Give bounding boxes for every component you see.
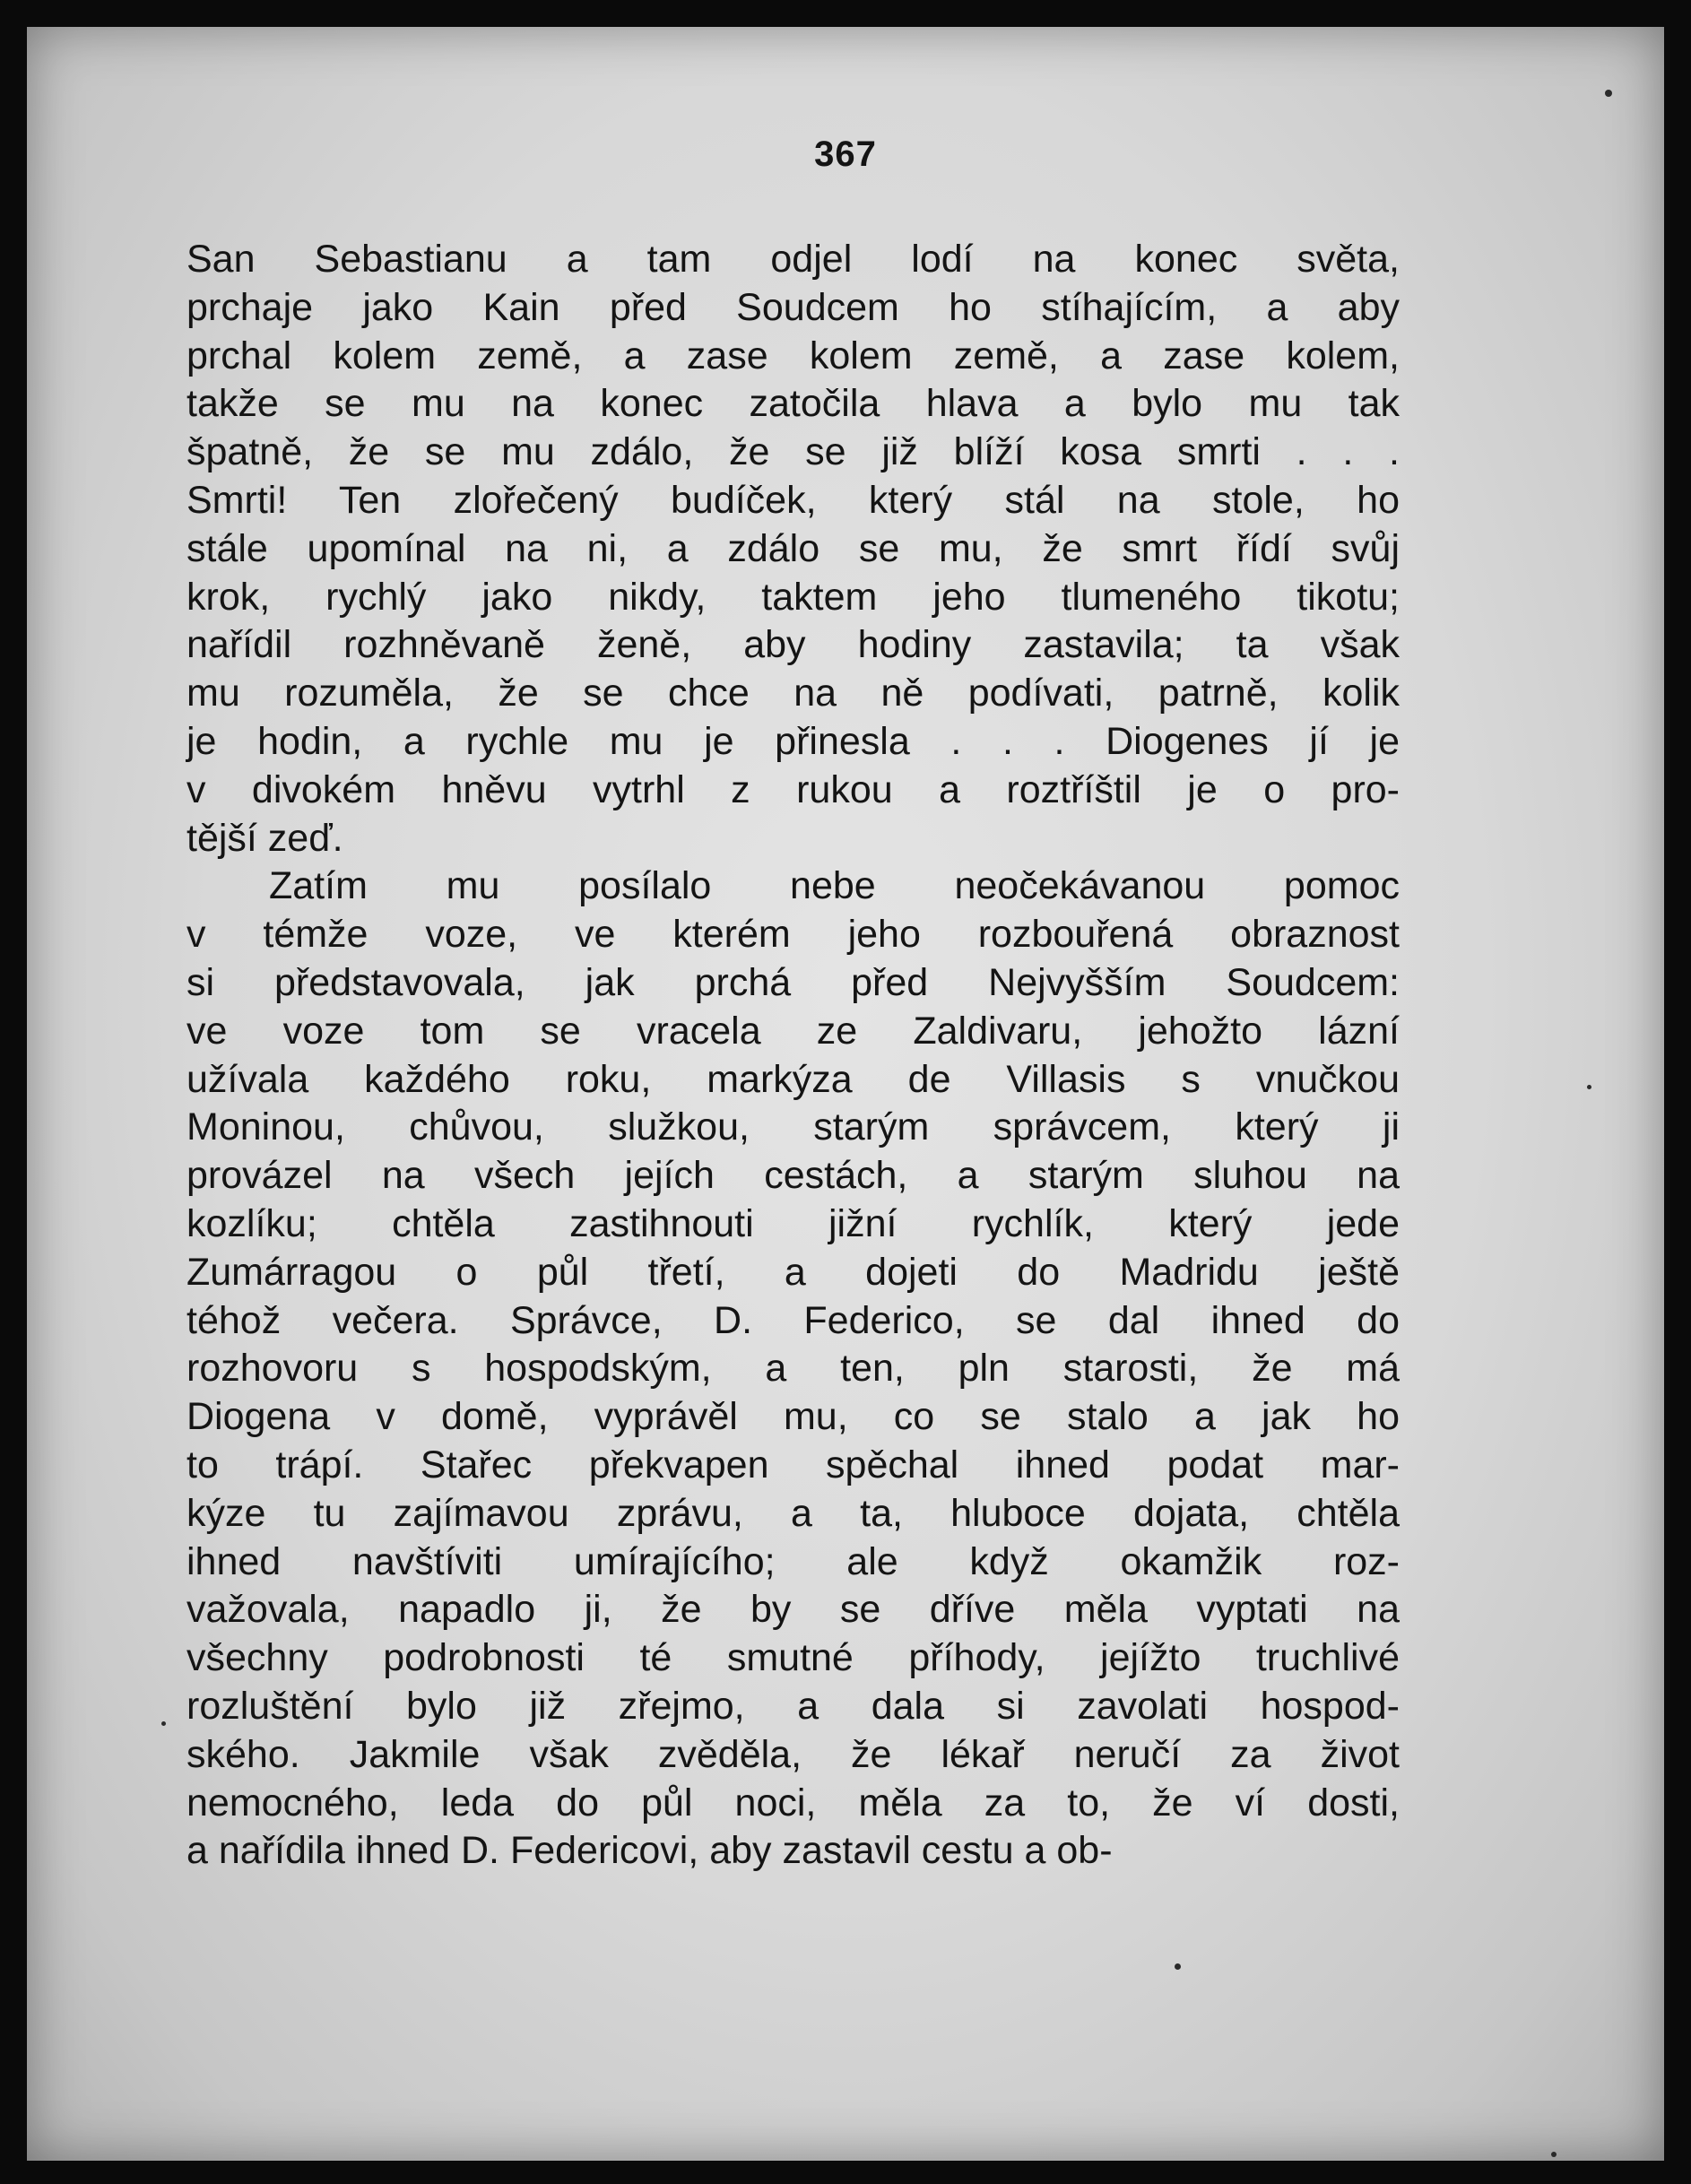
text-line: je hodin, a rychle mu je přinesla . . . Diogenes jí je bbox=[186, 719, 1400, 763]
text-line: špatně, že se mu zdálo, že se již blíží kosa smrti . . . bbox=[186, 430, 1400, 474]
text-line: Diogena v domě, vyprávěl mu, co se stalo a jak ho bbox=[186, 1395, 1400, 1439]
text-line: ského. Jakmile však zvěděla, že lékař neručí za život bbox=[186, 1732, 1400, 1776]
scan-speck bbox=[1175, 1963, 1181, 1970]
text-line: to trápí. Stařec překvapen spěchal ihned podat mar- bbox=[186, 1443, 1400, 1486]
scan-speck bbox=[1587, 1085, 1591, 1089]
text-line: provázel na všech jejích cestách, a starým sluhou na bbox=[186, 1154, 1400, 1198]
text-line: v témže voze, ve kterém jeho rozbouřená obraznost bbox=[186, 913, 1400, 957]
text-line: v divokém hněvu vytrhl z rukou a roztříštil je o pro- bbox=[186, 767, 1400, 811]
scan-speck bbox=[161, 1721, 166, 1726]
text-line: ihned navštíviti umírajícího; ale když okamžik roz- bbox=[186, 1539, 1400, 1583]
text-line: ve voze tom se vracela ze Zaldivaru, jehožto lázní bbox=[186, 1009, 1400, 1053]
text-line: San Sebastianu a tam odjel lodí na konec světa, bbox=[186, 238, 1400, 281]
text-line: prchal kolem země, a zase kolem země, a zase kolem, bbox=[186, 334, 1400, 377]
text-line: Smrti! Ten zlořečený budíček, který stál na stole, ho bbox=[186, 478, 1400, 522]
text-line: prchaje jako Kain před Soudcem ho stíhajícím, a aby bbox=[186, 285, 1400, 329]
text-line: všechny podrobnosti té smutné příhody, jejížto truchlivé bbox=[186, 1636, 1400, 1680]
text-line: stále upomínal na ni, a zdálo se mu, že smrt řídí svůj bbox=[186, 526, 1400, 570]
text-line: Zumárragou o půl třetí, a dojeti do Madridu ještě bbox=[186, 1250, 1400, 1294]
text-line: a nařídila ihned D. Federicovi, aby zastavil cestu a ob- bbox=[186, 1829, 1113, 1873]
text-line: krok, rychlý jako nikdy, taktem jeho tlumeného tikotu; bbox=[186, 575, 1400, 619]
text-line: takže se mu na konec zatočila hlava a bylo mu tak bbox=[186, 382, 1400, 426]
text-line: užívala každého roku, markýza de Villasis s vnučkou bbox=[186, 1057, 1400, 1101]
paragraph-end-line: tější zeď. bbox=[186, 816, 343, 860]
text-line: nemocného, leda do půl noci, měla za to, že ví dosti, bbox=[186, 1781, 1400, 1824]
text-line: rozluštění bylo již zřejmo, a dala si zavolati hospod- bbox=[186, 1684, 1400, 1728]
scan-speck bbox=[1551, 2152, 1557, 2157]
paragraph-start-line: Zatím mu posílalo nebe neočekávanou pomoc bbox=[269, 864, 1400, 908]
text-line: važovala, napadlo ji, že by se dříve měla vyptati na bbox=[186, 1588, 1400, 1632]
text-line: nařídil rozhněvaně ženě, aby hodiny zastavila; ta však bbox=[186, 623, 1400, 667]
text-line: rozhovoru s hospodským, a ten, pln starosti, že má bbox=[186, 1347, 1400, 1391]
text-line: si představovala, jak prchá před Nejvyšším Soudcem: bbox=[186, 960, 1400, 1004]
book-page bbox=[27, 27, 1664, 2161]
text-line: téhož večera. Správce, D. Federico, se dal ihned do bbox=[186, 1298, 1400, 1342]
page-number: 367 bbox=[814, 134, 877, 174]
text-line: kýze tu zajímavou zprávu, a ta, hluboce dojata, chtěla bbox=[186, 1491, 1400, 1535]
text-line: mu rozuměla, že se chce na ně podívati, patrně, kolik bbox=[186, 672, 1400, 715]
text-line: kozlíku; chtěla zastihnouti jižní rychlík, který jede bbox=[186, 1201, 1400, 1245]
text-line: Moninou, chůvou, služkou, starým správcem, který ji bbox=[186, 1105, 1400, 1149]
body-text bbox=[186, 236, 1400, 1876]
scan-speck bbox=[1605, 90, 1612, 97]
